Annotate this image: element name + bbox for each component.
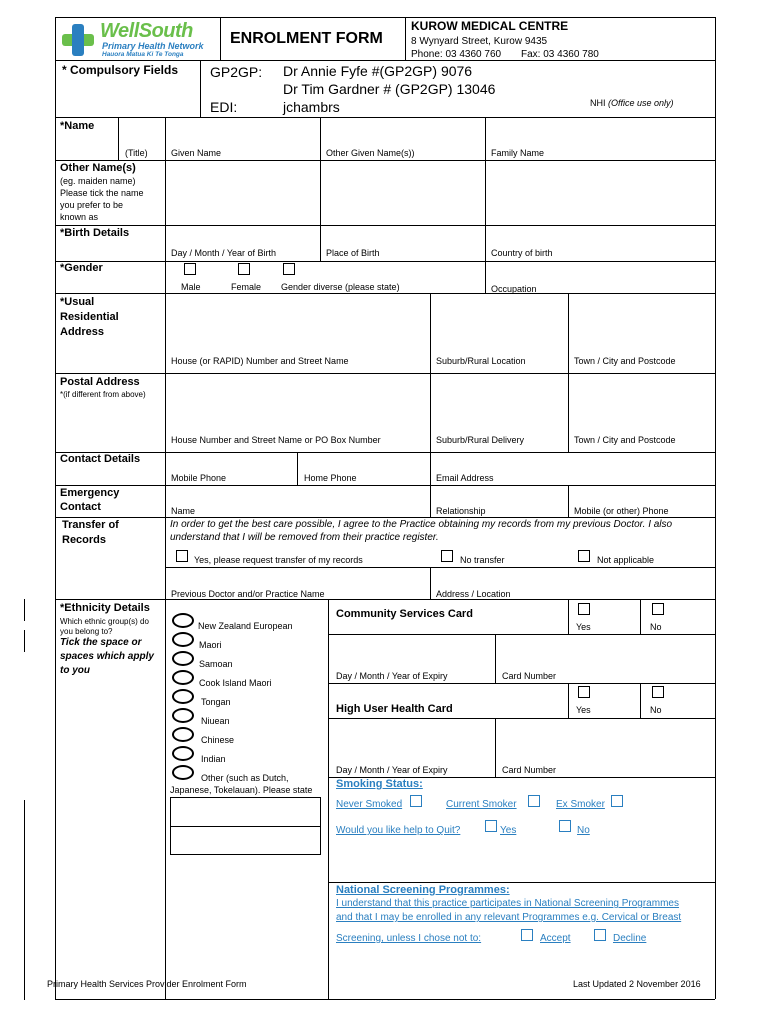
csc-expiry-caption: Day / Month / Year of Expiry [336,671,448,681]
ethnicity-option-oval[interactable] [172,727,194,742]
ethnicity-tick-2: spaces which apply [60,651,154,662]
nhi-field[interactable] [590,108,710,116]
transfer-na-checkbox[interactable] [578,550,590,562]
csc-card-number-caption: Card Number [502,671,557,681]
csc-yes-label: Yes [576,622,591,632]
previous-address-caption: Address / Location [436,589,511,599]
logo-line1: Primary Health Network [102,41,204,51]
ethnicity-option-label: Cook Island Maori [199,678,272,688]
ethnicity-other-label-1: Other (such as Dutch, [201,773,289,783]
postal-suburb-field[interactable] [432,375,567,430]
practice-address: 8 Wynyard Street, Kurow 9435 [411,36,548,47]
practice-name: KUROW MEDICAL CENTRE [411,19,569,33]
ethnicity-other-oval[interactable] [172,765,194,780]
csc-no-checkbox[interactable] [652,603,664,615]
screening-decline-label: Decline [613,933,647,944]
practice-fax: Fax: 03 4360 780 [521,49,599,60]
transfer-label-1: Transfer of [62,519,119,531]
transfer-no-checkbox[interactable] [441,550,453,562]
female-label: Female [231,282,262,292]
screening-label: National Screening Programmes: [336,884,510,896]
occupation-field[interactable] [487,263,713,281]
ethnicity-other-label-2: Japanese, Tokelauan). Please state [170,785,313,795]
emergency-relationship-field[interactable] [432,487,567,504]
ethnicity-option-label: Samoan [199,659,233,669]
email-caption: Email Address [436,473,494,483]
ethnicity-option-oval[interactable] [172,651,194,666]
ethnicity-option-label: Maori [199,640,222,650]
huhc-card-number-caption: Card Number [502,765,557,775]
transfer-yes-label: Yes, please request transfer of my records [194,555,363,565]
gp2gp-label: GP2GP: [210,64,263,80]
residential-label-2: Residential [60,311,119,323]
postal-street-caption: House Number and Street Name or PO Box Number [171,435,381,445]
other-names-note-4: known as [60,212,99,222]
ethnicity-option-oval[interactable] [172,689,194,704]
other-names-label: Other Name(s) [60,162,136,174]
emergency-mobile-field[interactable] [570,487,713,504]
place-of-birth-caption: Place of Birth [326,248,380,258]
huhc-no-checkbox[interactable] [652,686,664,698]
csc-label: Community Services Card [336,608,473,620]
residential-town-field[interactable] [570,295,713,350]
dob-field[interactable] [167,227,319,245]
email-field[interactable] [432,454,713,471]
other-names-note-2: Please tick the name [60,188,144,198]
edi-label: EDI: [210,99,238,115]
postal-suburb-caption: Suburb/Rural Delivery [436,435,525,445]
ethnicity-label: *Ethnicity Details [60,602,150,614]
residential-label-3: Address [60,326,105,338]
form-title: ENROLMENT FORM [230,30,383,47]
previous-doctor-caption: Previous Doctor and/or Practice Name [171,589,325,599]
gender-label: *Gender [60,262,103,274]
emergency-name-caption: Name [171,506,196,516]
ethnicity-option-oval[interactable] [172,746,194,761]
home-phone-field[interactable] [299,454,429,471]
country-of-birth-field[interactable] [487,227,713,245]
postal-address-note: *(if different from above) [60,390,146,399]
current-smoker-checkbox[interactable] [528,795,540,807]
birth-details-label: *Birth Details [60,227,130,239]
postal-address-label: Postal Address [60,376,140,388]
emergency-name-field[interactable] [167,487,429,504]
residential-town-caption: Town / City and Postcode [574,356,676,366]
huhc-yes-label: Yes [576,705,591,715]
residential-street-field[interactable] [167,295,429,350]
practice-phone: Phone: 03 4360 760 [411,49,502,60]
never-smoked-checkbox[interactable] [410,795,422,807]
logo-brand: WellSouth [100,20,193,42]
csc-no-label: No [650,622,662,632]
place-of-birth-field[interactable] [322,227,484,245]
previous-address-field[interactable] [432,569,713,585]
country-of-birth-caption: Country of birth [491,248,553,258]
ethnicity-question-1: Which ethnic group(s) do [60,617,149,626]
ethnicity-option-oval[interactable] [172,613,194,628]
screening-text-2: and that I may be enrolled in any relevant Programmes e.g. Cervical or Breast [336,912,682,923]
quit-help-question: Would you like help to Quit? [336,825,461,836]
current-smoker-label: Current Smoker [446,799,517,810]
postal-street-field[interactable] [167,375,429,430]
transfer-na-label: Not applicable [597,555,655,565]
quit-no-checkbox[interactable] [559,820,571,832]
ethnicity-other-field[interactable] [171,798,319,825]
transfer-text-2: understand that I will be removed from their practice register. [170,532,439,543]
edi-value: jchambrs [283,99,340,115]
ethnicity-option-label: New Zealand European [198,621,293,631]
csc-expiry-field[interactable] [330,636,494,666]
smoking-status-label: Smoking Status: [336,778,423,790]
never-smoked-label: Never Smoked [336,799,403,810]
screening-accept-label: Accept [540,933,571,944]
screening-decline-checkbox[interactable] [594,929,606,941]
ethnicity-option-oval[interactable] [172,670,194,685]
nhi-label: NHI (Office use only) [590,98,674,108]
ethnicity-question-2: you belong to? [60,627,113,636]
family-name-caption: Family Name [491,148,545,158]
other-names-note-3: you prefer to be [60,200,124,210]
emergency-label-2: Contact [60,501,101,513]
title-caption: (Title) [125,148,148,158]
female-checkbox[interactable] [238,263,250,275]
cross-logo-icon [60,22,96,58]
emergency-mobile-caption: Mobile (or other) Phone [574,506,669,516]
gp2gp-doctor-1: Dr Annie Fyfe #(GP2GP) 9076 [283,63,473,79]
logo-line2: Hauora Matua Ki Te Tonga [102,51,184,58]
transfer-label-2: Records [62,534,107,546]
ex-smoker-label: Ex Smoker [556,799,605,810]
ethnicity-tick-3: to you [60,665,90,676]
given-name-field[interactable] [167,120,319,144]
other-names-field[interactable] [167,162,713,223]
residential-label-1: *Usual [60,296,95,308]
ethnicity-option-label: Niuean [201,716,230,726]
transfer-text-1: In order to get the best care possible, I agree to the Practice obtaining my records from my previous Doctor. I also [170,519,673,530]
emergency-relationship-caption: Relationship [436,506,486,516]
ethnicity-option-oval[interactable] [172,708,194,723]
wellsouth-logo [60,20,215,58]
ethnicity-tick-1: Tick the space or [60,637,142,648]
screening-accept-checkbox[interactable] [521,929,533,941]
footer-right: Last Updated 2 November 2016 [573,979,701,989]
mobile-phone-field[interactable] [167,454,296,471]
residential-suburb-field[interactable] [432,295,567,350]
other-given-name-caption: Other Given Name(s)) [326,148,415,158]
gp2gp-doctor-2: Dr Tim Gardner # (GP2GP) 13046 [283,81,496,97]
male-checkbox[interactable] [184,263,196,275]
quit-yes-label: Yes [500,825,517,836]
csc-yes-checkbox[interactable] [578,603,590,615]
dob-caption: Day / Month / Year of Birth [171,248,277,258]
csc-card-number-field[interactable] [497,636,713,666]
ethnicity-option-oval[interactable] [172,632,194,647]
other-given-name-field[interactable] [322,120,484,144]
huhc-no-label: No [650,705,662,715]
screening-text-1: I understand that this practice participates in National Screening Programmes [336,898,679,909]
transfer-yes-checkbox[interactable] [176,550,188,562]
title-field[interactable] [120,120,164,144]
huhc-expiry-field[interactable] [330,720,494,760]
huhc-label: High User Health Card [336,703,453,715]
ethnicity-option-label: Chinese [201,735,235,745]
mobile-phone-caption: Mobile Phone [171,473,227,483]
contact-details-label: Contact Details [60,453,141,465]
previous-doctor-field[interactable] [167,569,429,585]
footer-left: Primary Health Services Provider Enrolment Form [47,979,247,989]
quit-yes-checkbox[interactable] [485,820,497,832]
other-names-note-1: (eg. maiden name) [60,176,136,186]
ex-smoker-checkbox[interactable] [611,795,623,807]
screening-text-3: Screening, unless I chose not to: [336,933,482,944]
huhc-expiry-caption: Day / Month / Year of Expiry [336,765,448,775]
gender-diverse-checkbox[interactable] [283,263,295,275]
huhc-card-number-field[interactable] [497,720,713,760]
postal-town-caption: Town / City and Postcode [574,435,676,445]
occupation-caption: Occupation [491,284,537,294]
quit-no-label: No [577,825,590,836]
transfer-no-label: No transfer [460,555,505,565]
gender-diverse-label: Gender diverse (please state) [281,282,400,292]
male-label: Male [181,282,201,292]
postal-town-field[interactable] [570,375,713,430]
given-name-caption: Given Name [171,148,222,158]
home-phone-caption: Home Phone [304,473,357,483]
huhc-yes-checkbox[interactable] [578,686,590,698]
residential-suburb-caption: Suburb/Rural Location [436,356,526,366]
ethnicity-option-label: Tongan [201,697,231,707]
name-label: *Name [60,120,95,132]
family-name-field[interactable] [487,120,713,144]
residential-street-caption: House (or RAPID) Number and Street Name [171,356,349,366]
ethnicity-option-label: Indian [201,754,226,764]
emergency-label-1: Emergency [60,487,120,499]
compulsory-note: * Compulsory Fields [62,63,179,77]
